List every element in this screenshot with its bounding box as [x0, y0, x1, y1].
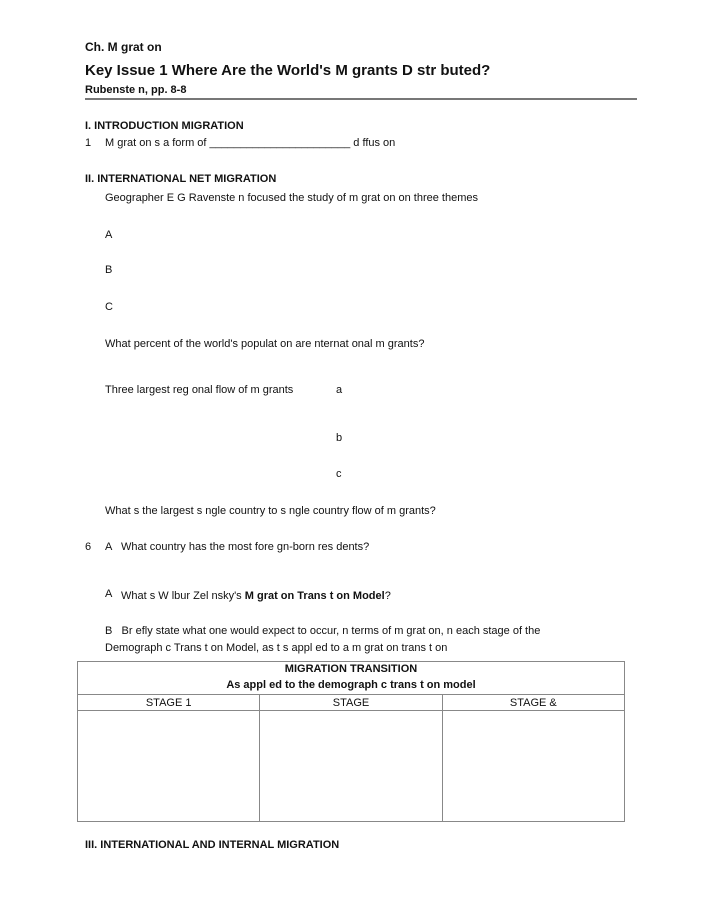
- header-divider: [85, 98, 637, 100]
- question-a-model-name: M grat on Trans t on Model: [244, 590, 385, 602]
- question-6a-text: What country has the most fore gn-born res dents?: [121, 541, 370, 553]
- page-title: Key Issue 1 Where Are the World's M grants D str buted?: [85, 62, 491, 79]
- theme-c-label: C: [105, 301, 113, 313]
- stage-2-header: STAGE: [260, 695, 442, 711]
- question-a-text: [121, 590, 391, 602]
- chapter-label: Ch. M grat on: [85, 40, 162, 54]
- page-reference: Rubenste n, pp. 8-8: [85, 84, 187, 96]
- ravenstein-intro: Geographer E G Ravenste n focused the study of m grat on on three themes: [105, 192, 478, 204]
- flow-b-label: b: [336, 432, 343, 444]
- stage-1-answer-cell[interactable]: [78, 711, 260, 822]
- question-a-lead: What s W lbur Zel nsky's: [121, 590, 242, 602]
- stage-1-header: STAGE 1: [78, 695, 260, 711]
- question-b-line-1: [105, 625, 540, 637]
- question-a-letter: A: [105, 588, 113, 600]
- question-percent: What percent of the world's populat on are nternat onal m grants?: [105, 338, 425, 350]
- question-1-number: 1: [85, 137, 92, 149]
- section-2-heading: II. INTERNATIONAL NET MIGRATION: [85, 173, 277, 185]
- table-subtitle: As appl ed to the demograph c trans t on model: [226, 678, 476, 691]
- question-regional-flows: Three largest reg onal flow of m grants: [105, 384, 294, 396]
- question-a-end: ?: [384, 590, 391, 602]
- flow-a-label: a: [336, 384, 343, 396]
- table-title: MIGRATION TRANSITION: [284, 662, 418, 675]
- theme-b-label: B: [105, 264, 113, 276]
- section-1-heading: I. INTRODUCTION MIGRATION: [85, 120, 244, 132]
- question-6-number: 6: [85, 541, 92, 553]
- question-1-text: M grat on s a form of _______________________ d ffus on: [105, 137, 396, 149]
- table-title-cell: [78, 662, 625, 695]
- question-6a-letter: A: [105, 541, 113, 553]
- section-3-heading: III. INTERNATIONAL AND INTERNAL MIGRATION: [85, 839, 340, 851]
- stage-2-answer-cell[interactable]: [260, 711, 442, 822]
- stage-3-header: STAGE &: [442, 695, 624, 711]
- question-b-text-1: Br efly state what one would expect to occur, n terms of m grat on, n each stage of the: [121, 625, 541, 637]
- flow-c-label: c: [336, 468, 342, 480]
- question-b-letter: B: [105, 625, 113, 637]
- stage-3-answer-cell[interactable]: [442, 711, 624, 822]
- question-largest-flow: What s the largest s ngle country to s ngle country flow of m grants?: [105, 505, 436, 517]
- question-b-line-2: Demograph c Trans t on Model, as t s appl ed to a m grat on trans t on: [105, 642, 448, 654]
- theme-a-label: A: [105, 229, 113, 241]
- migration-transition-table: [77, 661, 625, 822]
